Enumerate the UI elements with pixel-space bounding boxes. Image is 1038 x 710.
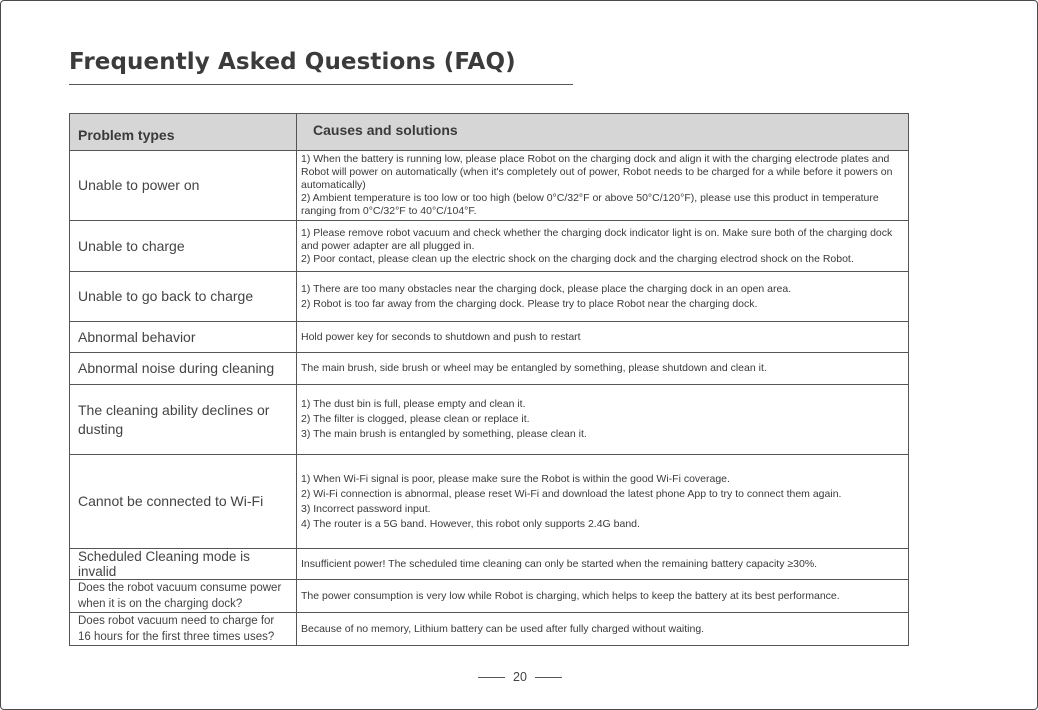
table-row — [70, 151, 909, 221]
cause-line: 4) The router is a 5G band. However, this robot only supports 2.4G band. — [301, 517, 640, 530]
table-row — [70, 322, 909, 353]
cause-cell — [297, 549, 909, 580]
table-row — [70, 385, 909, 455]
problem-cell: Unable to charge — [70, 221, 297, 272]
page-title: Frequently Asked Questions (FAQ) — [69, 49, 516, 75]
cause-line: The power consumption is very low while Robot is charging, which helps to keep the battery at its best performance. — [301, 589, 840, 602]
problem-cell: Abnormal behavior — [70, 322, 297, 353]
cause-cell — [297, 580, 909, 613]
footer-dash-left — [478, 677, 505, 678]
cause-cell — [297, 272, 909, 322]
cause-cell — [297, 353, 909, 385]
problem-cell: Scheduled Cleaning mode is invalid — [70, 549, 297, 580]
cause-line: 1) When Wi-Fi signal is poor, please make sure the Robot is within the good Wi-Fi coverage. — [301, 472, 730, 485]
table-row — [70, 221, 909, 272]
table-header-row — [70, 114, 909, 151]
cause-cell — [297, 322, 909, 353]
cause-line: Because of no memory, Lithium battery can be used after fully charged without waiting. — [301, 622, 705, 635]
table-row — [70, 613, 909, 646]
problem-cell: Does robot vacuum need to charge for 16 hours for the first three times uses? — [70, 613, 297, 646]
problem-cell: Unable to power on — [70, 151, 297, 221]
cause-cell — [297, 455, 909, 549]
table-row — [70, 353, 909, 385]
table-row — [70, 455, 909, 549]
page-footer — [1, 668, 1038, 686]
problem-cell: The cleaning ability declines or dusting — [70, 385, 297, 455]
problem-cell: Does the robot vacuum consume power when it is on the charging dock? — [70, 580, 297, 613]
cause-line: 1) Please remove robot vacuum and check whether the charging dock indicator light is on. Make sure both of the charging dock and power adapter are all plugged in. — [301, 226, 893, 252]
table-row — [70, 580, 909, 613]
footer-dash-right — [535, 677, 562, 678]
cause-line: 3) The main brush is entangled by something, please clean it. — [301, 428, 587, 440]
cause-line: 1) There are too many obstacles near the charging dock, please place the charging dock in an open area. — [301, 282, 792, 295]
cause-cell — [297, 385, 909, 455]
problem-cell: Unable to go back to charge — [70, 272, 297, 322]
problem-cell: Abnormal noise during cleaning — [70, 353, 297, 385]
table-row — [70, 272, 909, 322]
cause-line: 1) When the battery is running low, please place Robot on the charging dock and align it with the charging electrode plates and Robot will power on automatically (when it's completely out of power, Robot needs to be charged for a while before it powers on automatically) — [301, 153, 893, 191]
cause-line: 2) Poor contact, please clean up the electric shock on the charging dock and the charging electrod shock on the Robot. — [301, 252, 854, 265]
cause-line: Hold power key for seconds to shutdown and push to restart — [301, 330, 581, 343]
cause-line: The main brush, side brush or wheel may be entangled by something, please shutdown and clean it. — [301, 362, 767, 374]
faq-table — [69, 113, 909, 646]
cause-line: 2) Robot is too far away from the charging dock. Please try to place Robot near the charging dock. — [301, 297, 758, 310]
cause-line: Insufficient power! The scheduled time cleaning can only be started when the remaining battery capacity ≥30%. — [301, 557, 818, 570]
title-underline — [69, 84, 573, 85]
header-problem-types: Problem types — [70, 114, 297, 151]
cause-line: 2) Ambient temperature is too low or too high (below 0°C/32°F or above 50°C/120°F), please use this product in temperature ranging from 0°C/32°F to 40°C/104°F. — [301, 192, 879, 217]
cause-line: 2) Wi-Fi connection is abnormal, please reset Wi-Fi and download the latest phone App to try to connect them again. — [301, 487, 842, 500]
cause-line: 2) The filter is clogged, please clean or replace it. — [301, 413, 530, 425]
page-number: 20 — [513, 670, 527, 684]
problem-cell: Cannot be connected to Wi-Fi — [70, 455, 297, 549]
cause-cell — [297, 221, 909, 272]
header-causes-solutions: Causes and solutions — [297, 114, 909, 151]
cause-line: 1) The dust bin is full, please empty and clean it. — [301, 398, 526, 410]
cause-cell — [297, 151, 909, 221]
table-row — [70, 549, 909, 580]
cause-cell — [297, 613, 909, 646]
cause-line: 3) Incorrect password input. — [301, 502, 431, 515]
